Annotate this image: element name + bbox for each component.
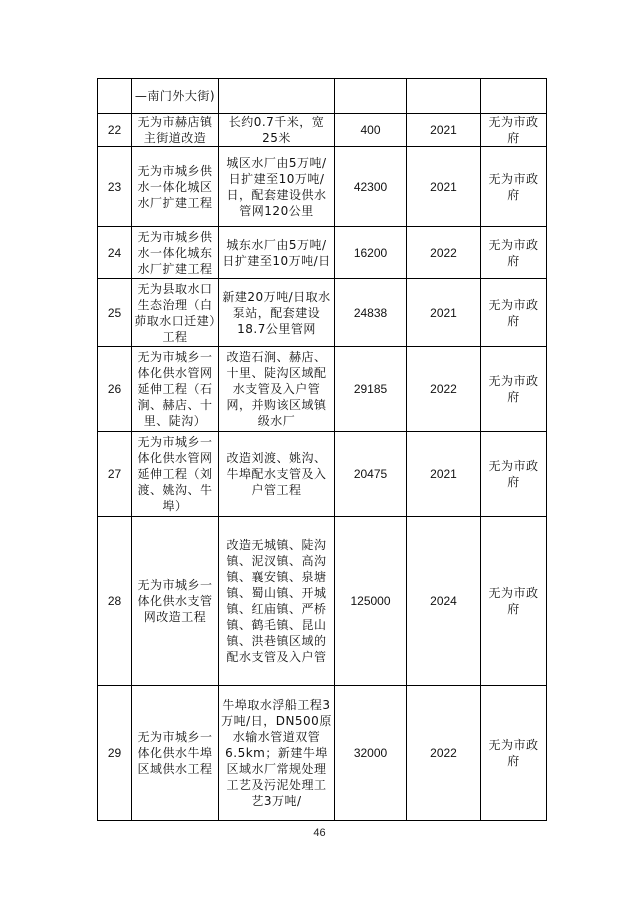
- table-row: [98, 347, 547, 432]
- cell-project-name: 无为市城乡供水一体化城东水厂扩建工程: [132, 227, 219, 279]
- cell-owner: [481, 79, 547, 114]
- table-row: [98, 114, 547, 147]
- cell-owner: 无为市政府: [481, 279, 547, 347]
- cell-investment: 29185: [335, 347, 407, 432]
- cell-number: 24: [98, 227, 132, 279]
- cell-investment: 16200: [335, 227, 407, 279]
- cell-year: 2021: [407, 147, 481, 227]
- cell-construction-content: 牛埠取水浮船工程3万吨/日，DN500原水输水管道双管6.5km；新建牛埠区域水厂常规处理工艺及污泥处理工艺3万吨/: [219, 686, 335, 821]
- cell-owner: 无为市政府: [481, 517, 547, 686]
- cell-construction-content: 城区水厂由5万吨/日扩建至10万吨/日，配套建设供水管网120公里: [219, 147, 335, 227]
- table-row: [98, 227, 547, 279]
- cell-year: 2022: [407, 347, 481, 432]
- table-row: [98, 517, 547, 686]
- table-row: [98, 432, 547, 517]
- cell-investment: 400: [335, 114, 407, 147]
- cell-project-name: 无为市城乡供水一体化城区水厂扩建工程: [132, 147, 219, 227]
- cell-investment: 24838: [335, 279, 407, 347]
- table-row: [98, 279, 547, 347]
- cell-year: 2024: [407, 517, 481, 686]
- cell-project-name: —南门外大街): [132, 79, 219, 114]
- cell-year: 2021: [407, 279, 481, 347]
- cell-year: [407, 79, 481, 114]
- cell-number: 25: [98, 279, 132, 347]
- project-table: [97, 78, 547, 821]
- cell-investment: [335, 79, 407, 114]
- cell-owner: 无为市政府: [481, 347, 547, 432]
- cell-year: 2021: [407, 432, 481, 517]
- cell-number: 27: [98, 432, 132, 517]
- cell-project-name: 无为市城乡一体化供水管网延伸工程（石涧、赫店、十里、陡沟）: [132, 347, 219, 432]
- cell-number: 22: [98, 114, 132, 147]
- cell-investment: 125000: [335, 517, 407, 686]
- cell-owner: 无为市政府: [481, 686, 547, 821]
- cell-construction-content: 长约0.7千米，宽25米: [219, 114, 335, 147]
- page-number: 46: [313, 827, 326, 839]
- cell-year: 2021: [407, 114, 481, 147]
- table-row: [98, 147, 547, 227]
- cell-owner: 无为市政府: [481, 147, 547, 227]
- table-row: [98, 686, 547, 821]
- cell-construction-content: 改造刘渡、姚沟、牛埠配水支管及入户管工程: [219, 432, 335, 517]
- cell-investment: 32000: [335, 686, 407, 821]
- cell-construction-content: 新建20万吨/日取水泵站，配套建设18.7公里管网: [219, 279, 335, 347]
- cell-number: 28: [98, 517, 132, 686]
- cell-construction-content: 城东水厂由5万吨/日扩建至10万吨/日: [219, 227, 335, 279]
- cell-investment: 42300: [335, 147, 407, 227]
- cell-number: [98, 79, 132, 114]
- cell-construction-content: [219, 79, 335, 114]
- cell-number: 23: [98, 147, 132, 227]
- cell-year: 2022: [407, 686, 481, 821]
- cell-investment: 20475: [335, 432, 407, 517]
- cell-number: 26: [98, 347, 132, 432]
- cell-year: 2022: [407, 227, 481, 279]
- cell-project-name: 无为市城乡一体化供水支管网改造工程: [132, 517, 219, 686]
- cell-project-name: 无为市赫店镇主街道改造: [132, 114, 219, 147]
- table-row: [98, 79, 547, 114]
- cell-owner: 无为市政府: [481, 114, 547, 147]
- cell-project-name: 无为市城乡一体化供水牛埠区域供水工程: [132, 686, 219, 821]
- cell-construction-content: 改造石涧、赫店、十里、陡沟区域配水支管及入户管网，并购该区域镇级水厂: [219, 347, 335, 432]
- cell-project-name: 无为县取水口生态治理（白茆取水口迁建）工程: [132, 279, 219, 347]
- project-table-body: [98, 79, 547, 821]
- cell-owner: 无为市政府: [481, 432, 547, 517]
- cell-construction-content: 改造无城镇、陡沟镇、泥汊镇、高沟镇、襄安镇、泉塘镇、蜀山镇、开城镇、红庙镇、严桥镇、鹤毛镇、昆山镇、洪巷镇区域的配水支管及入户管: [219, 517, 335, 686]
- cell-number: 29: [98, 686, 132, 821]
- cell-project-name: 无为市城乡一体化供水管网延伸工程（刘渡、姚沟、牛埠）: [132, 432, 219, 517]
- cell-owner: 无为市政府: [481, 227, 547, 279]
